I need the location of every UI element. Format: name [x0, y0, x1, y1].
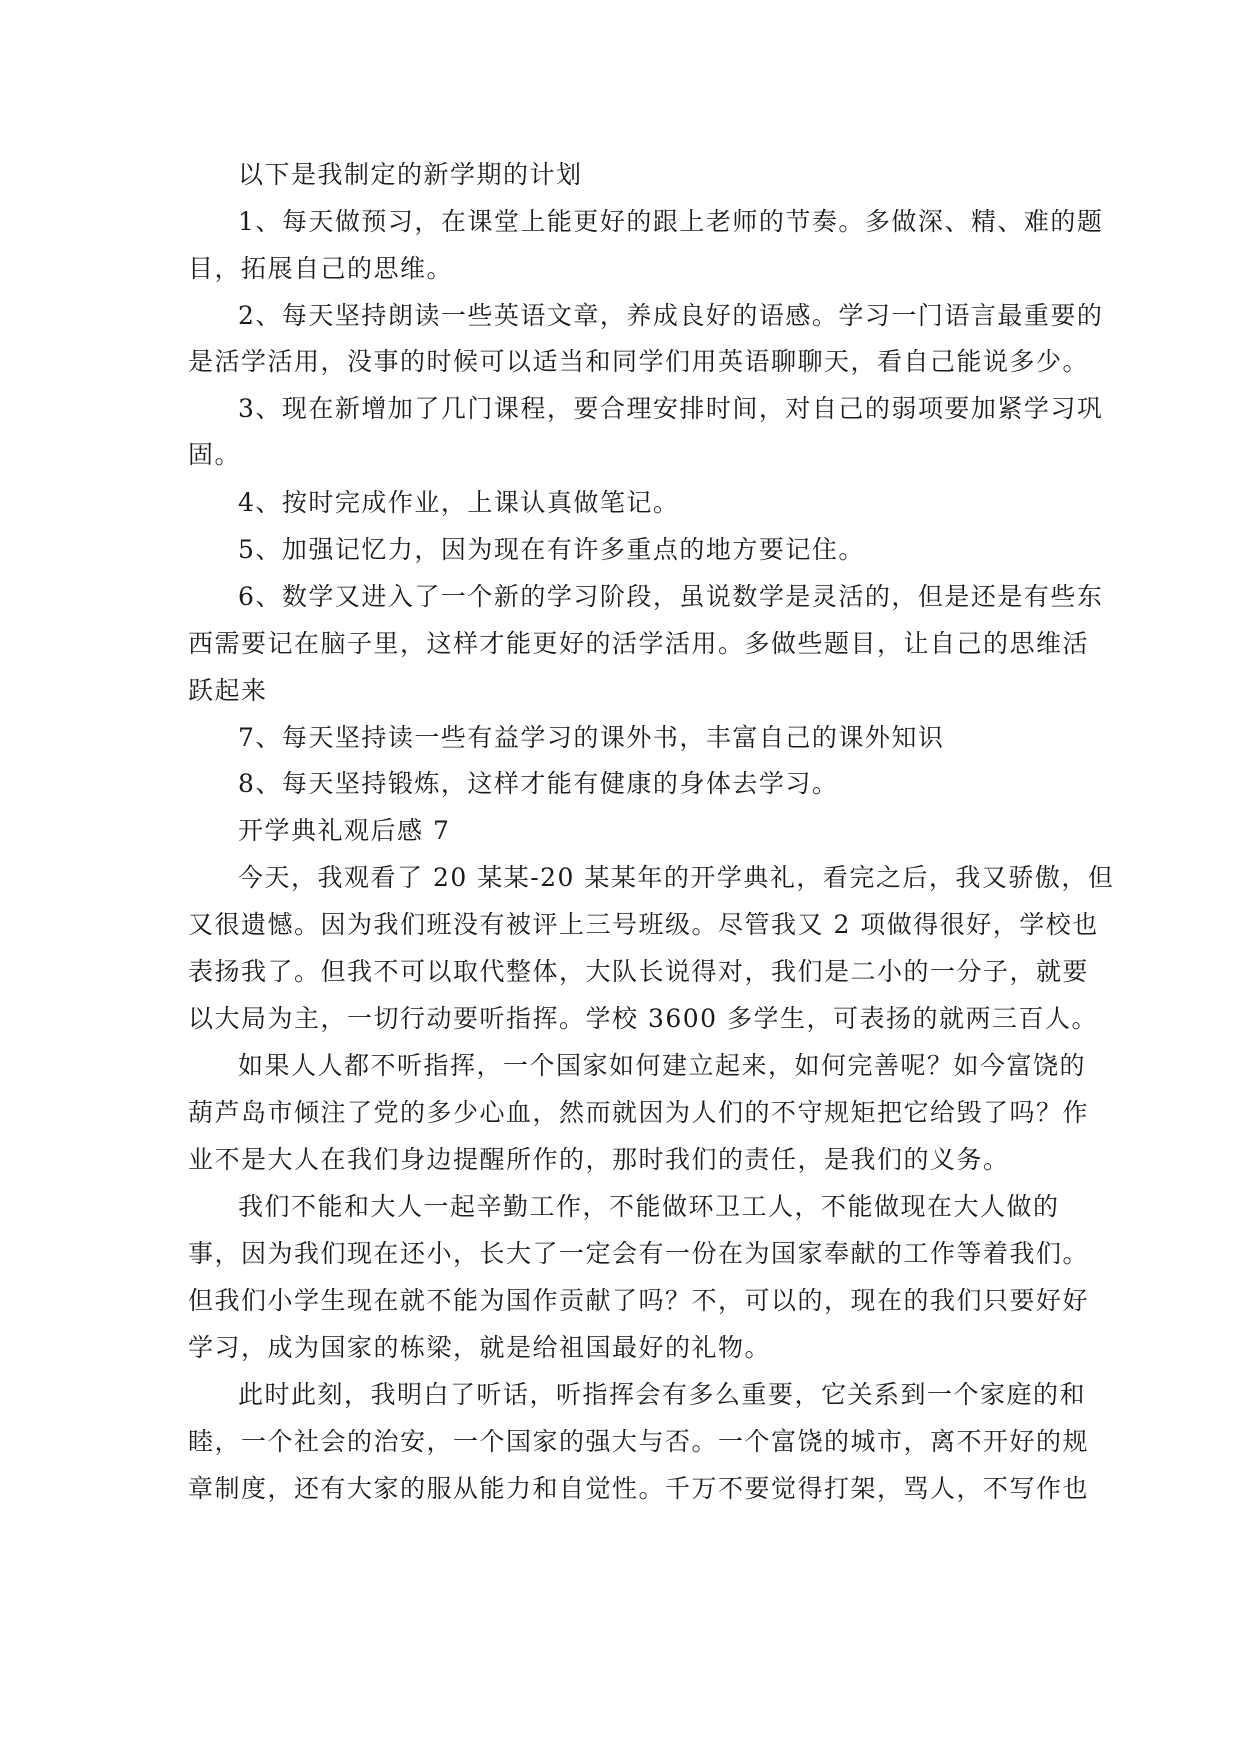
paragraph-line: 今天，我观看了 20 某某-20 某某年的开学典礼，看完之后，我又骄傲，但 [238, 863, 1115, 892]
paragraph-line: 葫芦岛市倾注了党的多少心血，然而就因为人们的不守规矩把它给毁了吗？作 [188, 1098, 1090, 1127]
paragraph-line: 4、按时完成作业，上课认真做笔记。 [238, 488, 680, 517]
paragraph-line: 此时此刻，我明白了听话，听指挥会有多么重要，它关系到一个家庭的和 [238, 1380, 1087, 1409]
paragraph-line: 6、数学又进入了一个新的学习阶段，虽说数学是灵活的，但是还是有些东 [238, 582, 1104, 611]
section-heading: 开学典礼观后感 7 [238, 816, 451, 845]
paragraph-line: 8、每天坚持锻炼，这样才能有健康的身体去学习。 [238, 769, 839, 798]
paragraph-line: 跃起来 [188, 676, 268, 705]
paragraph-line: 业不是大人在我们身边提醒所作的，那时我们的责任，是我们的义务。 [188, 1145, 1010, 1174]
paragraph-line: 表扬我了。但我不可以取代整体，大队长说得对，我们是二小的一分子，就要 [188, 957, 1090, 986]
paragraph-line: 我们不能和大人一起辛勤工作，不能做环卫工人，不能做现在大人做的 [238, 1192, 1060, 1221]
paragraph-line: 2、每天坚持朗读一些英语文章，养成良好的语感。学习一门语言最重要的 [238, 301, 1104, 330]
paragraph-line: 以大局为主，一切行动要听指挥。学校 3600 多学生，可表扬的就两三百人。 [188, 1004, 1099, 1033]
paragraph-line: 事，因为我们现在还小，长大了一定会有一份在为国家奉献的工作等着我们。 [188, 1239, 1090, 1268]
paragraph-line: 固。 [188, 440, 242, 469]
paragraph-line: 但我们小学生现在就不能为国作贡献了吗？不，可以的，现在的我们只要好好 [188, 1286, 1090, 1315]
paragraph-line: 学习，成为国家的栋梁，就是给祖国最好的礼物。 [188, 1333, 772, 1362]
paragraph-line: 如果人人都不听指挥，一个国家如何建立起来，如何完善呢？如今富饶的 [238, 1051, 1087, 1080]
paragraph-line: 西需要记在脑子里，这样才能更好的活学活用。多做些题目，让自己的思维活 [188, 629, 1090, 658]
paragraph-line: 1、每天做预习，在课堂上能更好的跟上老师的节奏。多做深、精、难的题 [238, 207, 1104, 236]
paragraph-line: 7、每天坚持读一些有益学习的课外书，丰富自己的课外知识 [238, 723, 945, 752]
paragraph-line: 5、加强记忆力，因为现在有许多重点的地方要记住。 [238, 535, 865, 564]
paragraph-line: 是活学活用，没事的时候可以适当和同学们用英语聊聊天，看自己能说多少。 [188, 347, 1090, 376]
paragraph-line: 目，拓展自己的思维。 [188, 254, 454, 283]
paragraph-line: 又很遗憾。因为我们班没有被评上三号班级。尽管我又 2 项做得很好，学校也 [188, 910, 1099, 939]
paragraph-line: 3、现在新增加了几门课程，要合理安排时间，对自己的弱项要加紧学习巩 [238, 394, 1104, 423]
heading-plan: 以下是我制定的新学期的计划 [238, 160, 583, 189]
paragraph-line: 章制度，还有大家的服从能力和自觉性。千万不要觉得打架，骂人，不写作也 [188, 1474, 1090, 1503]
paragraph-line: 睦，一个社会的治安，一个国家的强大与否。一个富饶的城市，离不开好的规 [188, 1427, 1090, 1456]
